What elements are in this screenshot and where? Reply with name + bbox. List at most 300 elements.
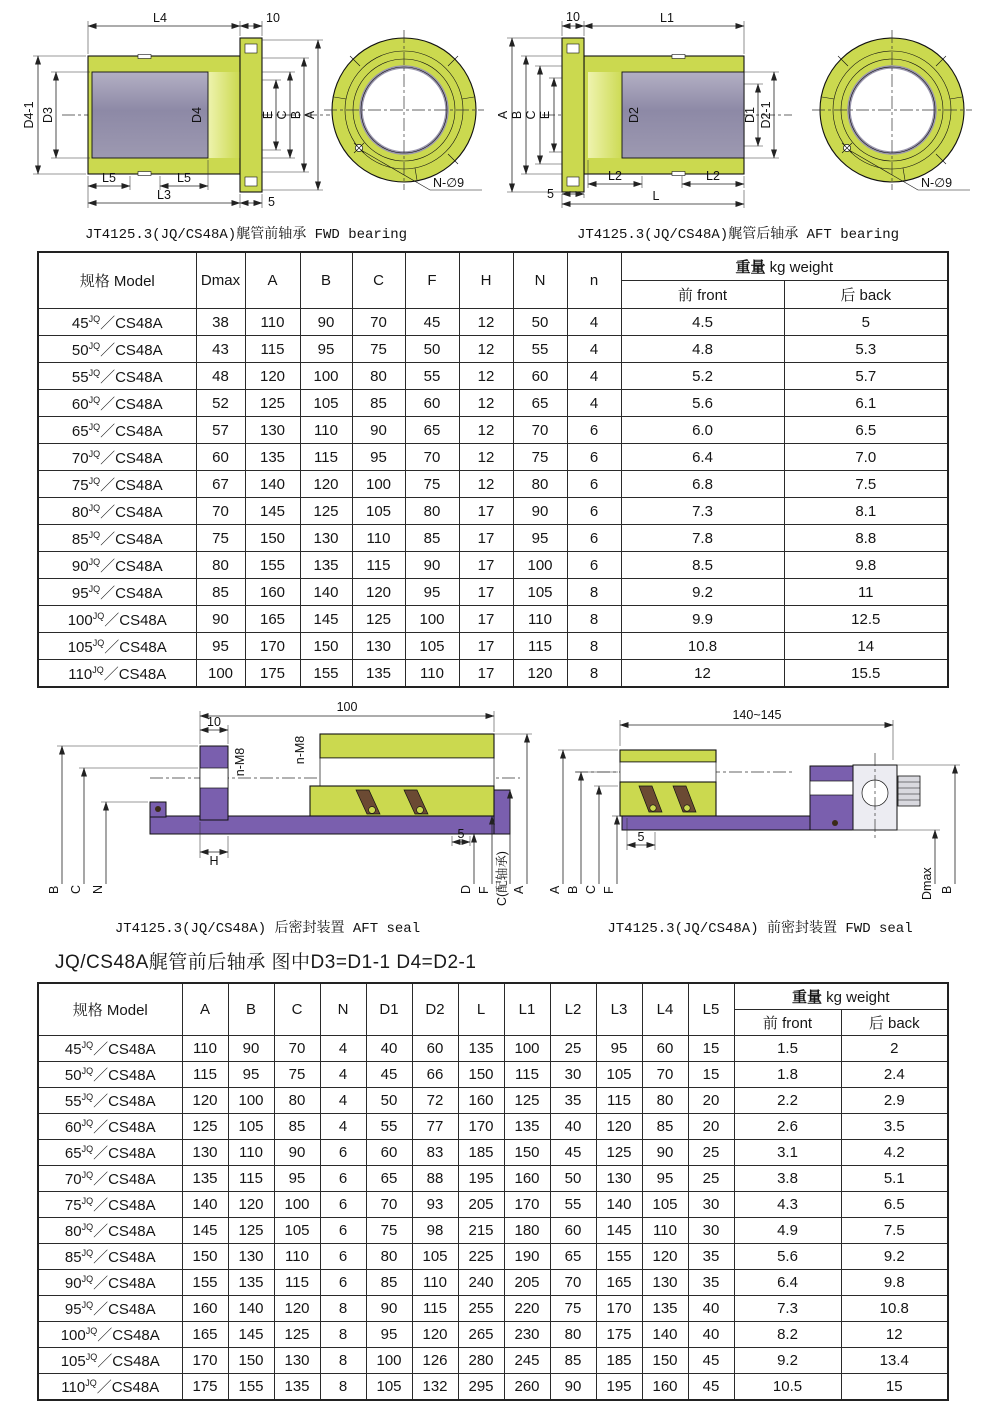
value-cell: 80 [550,1322,596,1348]
value-cell: 110 [352,525,405,552]
value-cell: 65 [513,390,567,417]
col-header: D2 [412,983,458,1036]
value-cell: 100 [228,1088,274,1114]
dim-label: L2 [706,169,720,183]
value-cell: 8 [320,1296,366,1322]
value-cell: 35 [688,1244,734,1270]
value-cell: 7.3 [621,498,784,525]
model-superscript: JQ [81,1066,94,1076]
model-base: 85 [64,1249,82,1266]
value-cell: 17 [459,633,513,660]
model-superscript: JQ [81,1248,94,1258]
table-row [38,1374,948,1401]
value-cell: 50 [550,1166,596,1192]
value-cell: 6 [567,417,621,444]
value-cell: 98 [412,1218,458,1244]
value-cell: 55 [513,336,567,363]
value-cell: 70 [405,444,459,471]
model-base: 90 [71,557,89,575]
value-cell: 60 [550,1218,596,1244]
model-superscript: JQ [88,394,101,405]
value-cell: 75 [513,444,567,471]
value-cell: 220 [504,1296,550,1322]
value-cell: 90 [513,498,567,525]
value-cell: 60 [196,444,245,471]
value-cell: 125 [596,1140,642,1166]
value-cell: 70 [513,417,567,444]
value-cell: 4.8 [621,336,784,363]
model-cell [38,1244,182,1270]
value-cell: 125 [182,1114,228,1140]
col-header-front: 前 front [734,1010,841,1036]
value-cell: 115 [412,1296,458,1322]
value-cell: 9.9 [621,606,784,633]
col-header: L1 [504,983,550,1036]
value-cell: 15.5 [784,660,948,688]
model-cell [38,1218,182,1244]
value-cell: 140 [300,579,352,606]
value-cell: 175 [245,660,300,688]
model-superscript: JQ [88,556,101,567]
value-cell: 75 [366,1218,412,1244]
value-cell: 120 [596,1114,642,1140]
model-superscript: JQ [81,1274,94,1284]
table-row [38,660,948,688]
col-header: N [513,252,567,309]
dim-label: C [275,110,289,120]
value-cell: 30 [688,1218,734,1244]
model-cell [38,390,196,417]
model-suffix: ／CS48A [93,1249,156,1266]
value-cell: 100 [196,660,245,688]
value-cell: 110 [274,1244,320,1270]
value-cell: 110 [642,1218,688,1244]
value-cell: 65 [405,417,459,444]
model-suffix: ／CS48A [93,1197,156,1214]
model-cell [38,606,196,633]
fwd-seal-drawing [535,698,985,910]
value-cell: 6.5 [784,417,948,444]
value-cell: 75 [405,471,459,498]
model-base: 100 [67,611,93,629]
value-cell: 215 [458,1218,504,1244]
fwd-seal-caption: JT4125.3(JQ/CS48A) 前密封装置 FWD seal [607,921,913,937]
model-base: 55 [64,1093,82,1110]
value-cell: 6 [567,471,621,498]
dim-label: 5 [457,827,465,841]
model-cell [38,417,196,444]
model-suffix: ／CS48A [100,395,163,413]
model-base: 70 [64,1171,82,1188]
value-cell: 7.3 [734,1296,841,1322]
model-suffix: ／CS48A [93,1223,156,1240]
value-cell: 75 [196,525,245,552]
value-cell: 115 [274,1270,320,1296]
value-cell: 83 [412,1140,458,1166]
dim-label: L4 [153,11,167,25]
model-cell [38,363,196,390]
value-cell: 145 [300,606,352,633]
value-cell: 6.4 [734,1270,841,1296]
value-cell: 120 [228,1192,274,1218]
dim-label: B [566,885,580,894]
value-cell: 17 [459,498,513,525]
model-base: 105 [60,1353,86,1370]
value-cell: 100 [405,606,459,633]
value-cell: 4 [320,1114,366,1140]
value-cell: 72 [412,1088,458,1114]
value-cell: 145 [228,1322,274,1348]
table-row [38,606,948,633]
value-cell: 105 [228,1114,274,1140]
value-cell: 105 [642,1192,688,1218]
value-cell: 4 [320,1088,366,1114]
table-row [38,1062,948,1088]
bearing-drawings-row [0,0,985,243]
model-suffix: ／CS48A [100,449,163,467]
dim-label: 10 [207,715,221,729]
dim-label: 10 [266,11,280,25]
value-cell: 110 [228,1140,274,1166]
value-cell: 5.3 [784,336,948,363]
dim-label: C(配轴承) [495,851,509,906]
model-base: 95 [71,584,89,602]
value-cell: 110 [245,309,300,336]
model-superscript: JQ [88,340,101,351]
dim-label: 100 [336,700,358,714]
value-cell: 6 [567,444,621,471]
table-row [38,390,948,417]
model-base: 105 [67,638,93,656]
section-heading: JQ/CS48A艉管前后轴承 图中D3=D1-1 D4=D2-1 [55,952,477,973]
value-cell: 140 [182,1192,228,1218]
value-cell: 20 [688,1088,734,1114]
col-header-weight [734,983,948,1010]
dim-label: 140~145 [732,708,782,722]
value-cell: 7.8 [621,525,784,552]
value-cell: 90 [366,1296,412,1322]
value-cell: 160 [245,579,300,606]
value-cell: 14 [784,633,948,660]
table-row [38,1244,948,1270]
model-superscript: JQ [88,475,101,486]
model-cell [38,1062,182,1088]
value-cell: 40 [688,1322,734,1348]
value-cell: 4 [567,309,621,336]
value-cell: 20 [688,1114,734,1140]
value-cell: 55 [550,1192,596,1218]
value-cell: 4 [567,336,621,363]
model-suffix: ／CS48A [103,665,167,683]
value-cell: 2.6 [734,1114,841,1140]
value-cell: 265 [458,1322,504,1348]
table-row [38,309,948,336]
col-header: A [245,252,300,309]
bearing-lengths-table [37,982,949,1401]
model-suffix: ／CS48A [96,1379,160,1396]
value-cell: 12 [459,417,513,444]
model-superscript: JQ [81,1118,94,1128]
value-cell: 135 [274,1374,320,1401]
value-cell: 8.2 [734,1322,841,1348]
table-row [38,552,948,579]
model-superscript: JQ [88,583,101,594]
table-row [38,1114,948,1140]
model-superscript: JQ [92,637,105,648]
value-cell: 85 [196,579,245,606]
value-cell: 195 [458,1166,504,1192]
value-cell: 140 [596,1192,642,1218]
model-base: 45 [71,314,89,332]
model-superscript: JQ [88,502,101,513]
fwd-bearing-group [0,10,492,243]
dim-label: 5 [637,830,645,844]
model-suffix: ／CS48A [100,503,163,521]
model-superscript: JQ [92,610,105,621]
value-cell: 2.4 [841,1062,948,1088]
value-cell: 48 [196,363,245,390]
dim-label: E [538,110,552,120]
value-cell: 7.5 [784,471,948,498]
value-cell: 9.2 [734,1348,841,1374]
model-cell [38,1374,182,1401]
table-row [38,1348,948,1374]
col-header: L2 [550,983,596,1036]
model-cell [38,498,196,525]
value-cell: 38 [196,309,245,336]
model-suffix: ／CS48A [93,1041,156,1058]
value-cell: 100 [366,1348,412,1374]
value-cell: 50 [366,1088,412,1114]
dim-label: 10 [566,10,580,24]
aft-bearing-caption: JT4125.3(JQ/CS48A)艉管后轴承 AFT bearing [576,227,900,243]
model-superscript: JQ [85,1326,98,1336]
value-cell: 2.2 [734,1088,841,1114]
value-cell: 25 [688,1140,734,1166]
dim-label: D1 [743,107,757,123]
value-cell: 150 [458,1062,504,1088]
value-cell: 12.5 [784,606,948,633]
value-cell: 150 [300,633,352,660]
value-cell: 6 [320,1166,366,1192]
model-superscript: JQ [81,1092,94,1102]
dim-label: A [496,110,510,120]
value-cell: 100 [274,1192,320,1218]
dim-label: L5 [102,171,116,185]
value-cell: 185 [458,1140,504,1166]
model-suffix: ／CS48A [100,314,163,332]
model-superscript: JQ [88,367,101,378]
value-cell: 45 [405,309,459,336]
value-cell: 125 [245,390,300,417]
value-cell: 8.8 [784,525,948,552]
value-cell: 1.8 [734,1062,841,1088]
dim-label: C [584,884,598,894]
value-cell: 60 [513,363,567,390]
col-header: F [405,252,459,309]
model-suffix: ／CS48A [93,1093,156,1110]
value-cell: 135 [504,1114,550,1140]
value-cell: 15 [688,1062,734,1088]
table-row [38,1218,948,1244]
value-cell: 90 [274,1140,320,1166]
value-cell: 70 [366,1192,412,1218]
value-cell: 10.8 [621,633,784,660]
value-cell: 4.2 [841,1140,948,1166]
value-cell: 260 [504,1374,550,1401]
value-cell: 5.1 [841,1166,948,1192]
value-cell: 195 [596,1374,642,1401]
value-cell: 4 [567,363,621,390]
value-cell: 130 [228,1244,274,1270]
value-cell: 8 [567,579,621,606]
table-row [38,471,948,498]
dim-label: E [261,110,275,120]
value-cell: 7.5 [841,1218,948,1244]
model-superscript: JQ [88,529,101,540]
value-cell: 105 [300,390,352,417]
value-cell: 30 [688,1192,734,1218]
value-cell: 90 [642,1140,688,1166]
value-cell: 85 [550,1348,596,1374]
value-cell: 6.5 [841,1192,948,1218]
col-header-back: 后 back [784,281,948,309]
value-cell: 70 [352,309,405,336]
table-row [38,525,948,552]
table-row [38,1296,948,1322]
value-cell: 12 [841,1322,948,1348]
value-cell: 4 [320,1036,366,1062]
model-cell [38,444,196,471]
fwd-seal-group [535,698,985,937]
value-cell: 50 [513,309,567,336]
value-cell: 52 [196,390,245,417]
model-base: 95 [64,1301,82,1318]
value-cell: 205 [458,1192,504,1218]
value-cell: 170 [458,1114,504,1140]
model-base: 65 [64,1145,82,1162]
model-suffix: ／CS48A [93,1275,156,1292]
value-cell: 280 [458,1348,504,1374]
value-cell: 5 [784,309,948,336]
value-cell: 6.8 [621,471,784,498]
dim-label: 5 [268,195,275,209]
dim-label: n-M8 [293,735,307,765]
value-cell: 90 [405,552,459,579]
model-base: 60 [71,395,89,413]
value-cell: 88 [412,1166,458,1192]
dim-label: A [303,110,317,120]
value-cell: 8 [567,606,621,633]
value-cell: 85 [352,390,405,417]
dim-label: L1 [660,11,674,25]
dim-label: D3 [41,107,55,123]
model-cell [38,1166,182,1192]
value-cell: 115 [513,633,567,660]
value-cell: 9.8 [841,1270,948,1296]
value-cell: 155 [182,1270,228,1296]
value-cell: 132 [412,1374,458,1401]
model-base: 45 [64,1041,82,1058]
value-cell: 10.8 [841,1296,948,1322]
dim-label: D4-1 [22,101,36,129]
value-cell: 12 [459,444,513,471]
value-cell: 130 [596,1166,642,1192]
model-suffix: ／CS48A [100,584,163,602]
dim-label: H [209,854,219,868]
table-row [38,444,948,471]
value-cell: 120 [300,471,352,498]
value-cell: 145 [245,498,300,525]
header-row [38,983,948,1010]
dim-label: B [510,110,524,120]
value-cell: 40 [688,1296,734,1322]
value-cell: 25 [688,1166,734,1192]
col-header: B [228,983,274,1036]
model-suffix: ／CS48A [93,1301,156,1318]
model-cell [38,471,196,498]
value-cell: 100 [504,1036,550,1062]
model-cell [38,336,196,363]
value-cell: 100 [513,552,567,579]
model-superscript: JQ [81,1040,94,1050]
model-cell [38,1088,182,1114]
model-base: 80 [71,503,89,521]
value-cell: 125 [274,1322,320,1348]
model-superscript: JQ [81,1222,94,1232]
model-base: 60 [64,1119,82,1136]
value-cell: 115 [596,1088,642,1114]
value-cell: 95 [405,579,459,606]
table-row [38,633,948,660]
model-base: 65 [71,422,89,440]
model-superscript: JQ [81,1170,94,1180]
value-cell: 80 [405,498,459,525]
col-header: N [320,983,366,1036]
col-header: L5 [688,983,734,1036]
value-cell: 130 [642,1270,688,1296]
value-cell: 9.2 [621,579,784,606]
value-cell: 2 [841,1036,948,1062]
aft-bearing-group [492,10,984,243]
dim-label: A [548,885,562,894]
value-cell: 225 [458,1244,504,1270]
model-suffix: ／CS48A [100,530,163,548]
value-cell: 115 [182,1062,228,1088]
col-header: n [567,252,621,309]
model-suffix: ／CS48A [97,1327,160,1344]
model-cell [38,552,196,579]
value-cell: 105 [596,1062,642,1088]
model-base: 55 [71,368,89,386]
value-cell: 120 [274,1296,320,1322]
value-cell: 6 [567,525,621,552]
value-cell: 140 [642,1322,688,1348]
col-header: B [300,252,352,309]
value-cell: 12 [459,336,513,363]
value-cell: 66 [412,1062,458,1088]
col-header: L4 [642,983,688,1036]
value-cell: 165 [245,606,300,633]
value-cell: 5.6 [621,390,784,417]
value-cell: 95 [300,336,352,363]
value-cell: 105 [352,498,405,525]
model-cell [38,1036,182,1062]
value-cell: 165 [182,1322,228,1348]
model-base: 100 [60,1327,86,1344]
value-cell: 35 [550,1088,596,1114]
model-cell [38,579,196,606]
